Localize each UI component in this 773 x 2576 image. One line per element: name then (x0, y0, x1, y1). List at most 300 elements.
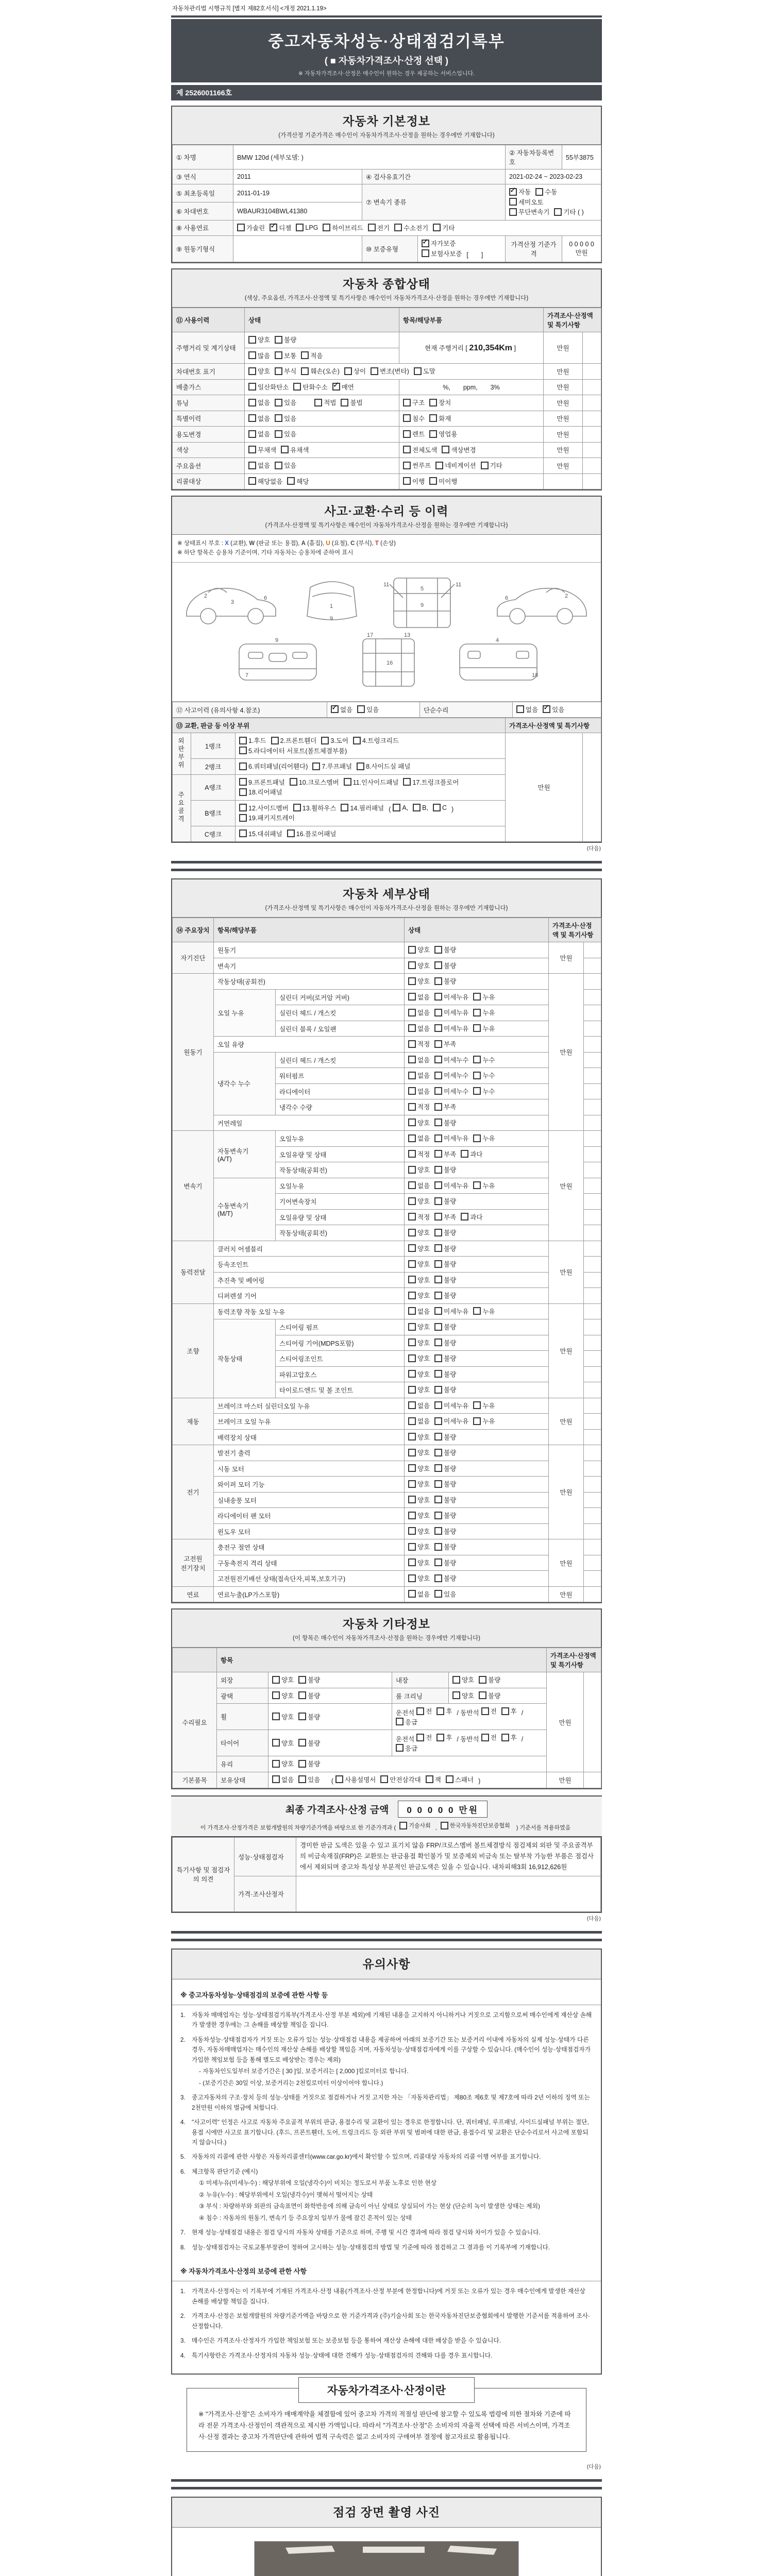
checkbox-불량[interactable]: 불량 (298, 1738, 320, 1748)
checkbox-LPG[interactable]: LPG (296, 224, 318, 231)
table-row (173, 442, 601, 458)
value-base-price: 0 0 0 0 0 만원 (562, 236, 601, 262)
item-label: 작동상태(공회전) (214, 974, 405, 990)
checkbox-미세누수[interactable]: 미세누수 (434, 1055, 468, 1064)
checkbox-양호[interactable]: 양호 (408, 945, 430, 954)
checkbox-양호[interactable]: 양호 (272, 1738, 294, 1748)
checkbox-미세누수[interactable]: 미세누수 (434, 1087, 468, 1096)
checkbox-미세누유[interactable]: 미세누유 (434, 1181, 468, 1190)
checkbox-누유[interactable]: 누유 (473, 1307, 495, 1316)
checkbox-누유[interactable]: 누유 (473, 1416, 495, 1426)
checkbox-없음[interactable]: 없음 (408, 1181, 430, 1190)
table-cell (268, 1704, 392, 1730)
etc-subtitle: (이 항목은 매수인이 자동차가격조사·산정을 원하는 경우에만 기재합니다) (293, 1635, 480, 1642)
checkbox-기타 ( )[interactable]: 기타 ( ) (554, 207, 583, 216)
checkbox-양호[interactable]: 양호 (248, 335, 270, 344)
checkbox-불량[interactable]: 불량 (434, 976, 456, 986)
checkbox-누유[interactable]: 누유 (473, 1133, 495, 1143)
table-cell (399, 395, 544, 411)
label-engine-type: ⑨ 원동기형식 (173, 236, 233, 262)
price-cell: 만원 (544, 427, 583, 443)
inline-text: ) 기준서를 적용하였음 (514, 1824, 571, 1831)
checkbox-보험사보증[interactable]: 보험사보증 (422, 249, 462, 258)
checkbox-전[interactable]: 전 (416, 1706, 432, 1716)
checkbox-누수[interactable]: 누수 (473, 1071, 495, 1080)
note-cell (584, 1083, 601, 1099)
device-label: 고전원 전기장치 (173, 1539, 214, 1587)
checkbox-불량[interactable]: 불량 (434, 1353, 456, 1363)
detail-row (173, 1445, 601, 1461)
checkbox-없음[interactable]: 없음 (516, 705, 538, 714)
checkbox-양호[interactable]: 양호 (408, 1432, 430, 1442)
col-exchange-price: 가격조사·산정액 및 특기사항 (506, 718, 601, 733)
checkbox-한국자동차진단보증협회[interactable]: 한국자동차진단보증협회 (441, 1821, 510, 1829)
checkbox-하이브리드[interactable]: 하이브리드 (323, 223, 363, 232)
checkbox-없음[interactable]: ✓ 없음 (331, 705, 352, 714)
checkbox-네비게이션[interactable]: 네비게이션 (435, 461, 476, 470)
checkbox-부식[interactable]: 부식 (275, 366, 296, 376)
checkbox-있음[interactable]: ✓ 있음 (543, 705, 564, 714)
table-cell: 주요옵션 (173, 458, 245, 474)
state-checkboxes (405, 958, 549, 974)
checkbox-양호[interactable]: 양호 (408, 1495, 430, 1504)
checkbox-탄화수소[interactable]: 탄화수소 (293, 382, 327, 392)
item-label: 추진축 및 베어링 (214, 1272, 405, 1288)
checkbox-없음[interactable]: 없음 (248, 398, 270, 407)
state-checkboxes (405, 1115, 549, 1131)
checkbox-누유[interactable]: 누유 (473, 1401, 495, 1410)
checkbox-불량[interactable]: 불량 (434, 1495, 456, 1504)
checkbox-구조[interactable]: 구조 (403, 398, 425, 407)
checkbox-미세누유[interactable]: 미세누유 (434, 1008, 468, 1017)
checkbox-10.크로스멤버[interactable]: 10.크로스멤버 (290, 777, 339, 787)
checkbox-적정[interactable]: 적정 (408, 1149, 430, 1159)
checkbox-2.프론트휀더[interactable]: 2.프론트휀더 (271, 736, 317, 745)
checkbox-전[interactable]: 전 (481, 1733, 497, 1742)
checkbox-미세누수[interactable]: 미세누수 (434, 1071, 468, 1080)
checkbox-많음[interactable]: 많음 (248, 351, 270, 360)
checkbox-수동[interactable]: 수동 (535, 187, 557, 196)
checkbox-과다[interactable]: 과다 (461, 1149, 482, 1159)
checkbox-불량[interactable]: 불량 (434, 1385, 456, 1394)
checkbox-적법[interactable]: 적법 (314, 398, 336, 407)
checkbox-부족[interactable]: 부족 (434, 1149, 456, 1159)
price-cell: 만원 (547, 1672, 584, 1772)
checkbox-양호[interactable]: 양호 (408, 1291, 430, 1300)
checkbox-수소전기[interactable]: 수소전기 (394, 223, 428, 232)
checkbox-전[interactable]: 전 (481, 1706, 497, 1716)
detail-row (173, 1115, 601, 1131)
value-first-reg: 2011-01-19 (233, 184, 362, 202)
checkbox-사용설명서[interactable]: 사용설명서 (335, 1775, 376, 1784)
checkbox-미세누유[interactable]: 미세누유 (434, 1024, 468, 1033)
state-checkboxes (405, 1445, 549, 1461)
note-cell (584, 1461, 601, 1477)
checkbox-불량[interactable]: 불량 (298, 1712, 320, 1721)
checkbox-미세누유[interactable]: 미세누유 (434, 992, 468, 1002)
checkbox-변조(변타)[interactable]: 변조(변타) (371, 366, 409, 376)
checkbox-해당없음[interactable]: 해당없음 (248, 477, 282, 486)
device-label: 동력전달 (173, 1241, 214, 1303)
checkbox-디젤[interactable]: ✓ 디젤 (270, 223, 291, 232)
table-cell (245, 364, 544, 380)
checkbox-양호[interactable]: 양호 (272, 1712, 294, 1721)
checkbox-누유[interactable]: 누유 (473, 1024, 495, 1033)
checkbox-양호[interactable]: 양호 (452, 1675, 474, 1684)
checkbox-기술사회[interactable]: 기술사회 (399, 1821, 431, 1829)
col-etc-price: 가격조사·산정액 및 특기사항 (547, 1648, 601, 1672)
checkbox-침수[interactable]: 침수 (403, 414, 425, 423)
item-label: 작동상태(공회전) (276, 1225, 405, 1241)
svg-text:1: 1 (330, 603, 333, 609)
checkbox-누수[interactable]: 누수 (473, 1055, 495, 1064)
checkbox-기타[interactable]: 기타 (481, 461, 502, 470)
checkbox-전체도색[interactable]: 전체도색 (403, 445, 437, 454)
item-label: 등속조인트 (214, 1257, 405, 1273)
col-detail-state: 상태 (405, 918, 549, 942)
checkbox-부족[interactable]: 부족 (434, 1212, 456, 1222)
checkbox-가솔린[interactable]: 가솔린 (237, 223, 265, 232)
notice-item: 5. 자동차의 리콜에 관한 사항은 자동차리콜센터(www.car.go.kr)에서 확인할 수 있으며, 리콜대상 자동차의 리콜 이행 여부를 표기합니다. (180, 2153, 541, 2161)
checkbox-불량[interactable]: 불량 (434, 1118, 456, 1127)
checkbox-양호[interactable]: 양호 (408, 1196, 430, 1206)
checkbox-없음[interactable]: 없음 (408, 992, 430, 1002)
checkbox-양호[interactable]: 양호 (408, 1511, 430, 1520)
checkbox-스패너[interactable]: 스패너 (446, 1775, 474, 1784)
checkbox-없음[interactable]: 없음 (408, 1307, 430, 1316)
checkbox-없음[interactable]: 없음 (408, 1087, 430, 1096)
table-cell: 2랭크 (191, 759, 236, 775)
checkbox-1.후드[interactable]: 1.후드 (239, 736, 266, 745)
table-cell (236, 826, 506, 842)
price-appraisal-info-title: 자동차가격조사·산정이란 (298, 2377, 475, 2403)
notice-subitem: ① 미세누유(미세누수) : 해당부위에 오일(냉각수)이 비치는 정도로서 부품 노후로 인한 현상 (199, 2179, 437, 2187)
checkbox-부족[interactable]: 부족 (434, 1102, 456, 1111)
checkbox-유채색[interactable]: 유채색 (281, 445, 309, 454)
checkbox-미세누유[interactable]: 미세누유 (434, 1307, 468, 1316)
state-checkboxes (405, 1037, 549, 1053)
table-cell (449, 1672, 547, 1688)
section-divider (171, 1931, 602, 1941)
checkbox-6.쿼터패널(리어휀다)[interactable]: 6.쿼터패널(리어휀다) (239, 761, 308, 771)
checkbox-불량[interactable]: 불량 (298, 1691, 320, 1700)
checkbox-불량[interactable]: 불량 (479, 1691, 500, 1700)
checkbox-응급[interactable]: 응급 (396, 1717, 417, 1726)
note-cell (584, 1445, 601, 1461)
item-label: 라디에이터 (276, 1083, 405, 1099)
checkbox-썬루프[interactable]: 썬루프 (403, 461, 431, 470)
checkbox-후[interactable]: 후 (501, 1706, 517, 1716)
checkbox-양호[interactable]: 양호 (408, 1542, 430, 1551)
checkbox-불량[interactable]: 불량 (275, 335, 296, 344)
note-cell (584, 1555, 601, 1571)
checkbox-불량[interactable]: 불량 (434, 1527, 456, 1536)
note-cell (584, 942, 601, 958)
note-cell (584, 1571, 601, 1587)
checkbox-불량[interactable]: 불량 (434, 1228, 456, 1237)
col-item-part: 항목/해당부품 (399, 308, 544, 332)
checkbox-양호[interactable]: 양호 (408, 1338, 430, 1347)
label-warranty: ⑩ 보증유형 (362, 236, 418, 262)
regulation-line: 자동차관리법 시행규칙 [별지 제82호서식] <개정 2021.1.19> (171, 2, 602, 18)
checkbox-양호[interactable]: 양호 (408, 1118, 430, 1127)
checkbox-불량[interactable]: 불량 (434, 1479, 456, 1488)
table-cell: 용도변경 (173, 427, 245, 443)
detail-row (173, 1288, 601, 1304)
checkbox-불량[interactable]: 불량 (434, 1291, 456, 1300)
checkbox-B,[interactable]: B, (413, 804, 428, 811)
state-checkboxes (405, 1335, 549, 1351)
checkbox-양호[interactable]: 양호 (248, 366, 270, 376)
checkbox-후[interactable]: 후 (436, 1733, 452, 1742)
checkbox-불량[interactable]: 불량 (434, 1275, 456, 1284)
checkbox-양호[interactable]: 양호 (272, 1691, 294, 1700)
checkbox-불량[interactable]: 불량 (434, 1259, 456, 1268)
checkbox-훼손(오손)[interactable]: 훼손(오손) (301, 366, 340, 376)
inspection-photo-front (254, 2541, 519, 2576)
checkbox-미세누유[interactable]: 미세누유 (434, 1416, 468, 1426)
checkbox-이행[interactable]: 이행 (403, 477, 425, 486)
checkbox-양호[interactable]: 양호 (408, 1479, 430, 1488)
table-cell (236, 774, 506, 800)
col-etc-item: 항목 (217, 1648, 547, 1672)
checkbox-없음[interactable]: 없음 (408, 1008, 430, 1017)
checkbox-불량[interactable]: 불량 (434, 1542, 456, 1551)
checkbox-불량[interactable]: 불량 (434, 1573, 456, 1583)
checkbox-과다[interactable]: 과다 (461, 1212, 482, 1222)
checkbox-응급[interactable]: 응급 (396, 1743, 417, 1753)
checkbox-미세누유[interactable]: 미세누유 (434, 1401, 468, 1410)
checkbox-17.트렁크플로어[interactable]: 17.트렁크플로어 (403, 777, 459, 787)
note-cell (584, 1068, 601, 1084)
checkbox-누유[interactable]: 누유 (473, 992, 495, 1002)
checkbox-양호[interactable]: 양호 (408, 1448, 430, 1457)
checkbox-없음[interactable]: 없음 (408, 1589, 430, 1599)
table-cell (583, 427, 601, 443)
checkbox-누유[interactable]: 누유 (473, 1181, 495, 1190)
checkbox-양호[interactable]: 양호 (408, 1244, 430, 1253)
checkbox-도말[interactable]: 도말 (414, 366, 435, 376)
label-inspection-period: ④ 검사유효기간 (362, 170, 506, 184)
checkbox-영업용[interactable]: 영업용 (429, 429, 457, 438)
checkbox-적음[interactable]: 적음 (301, 351, 323, 360)
continued-marker: (다음) (586, 845, 601, 852)
checkbox-적정[interactable]: 적정 (408, 1102, 430, 1111)
checkbox-불량[interactable]: 불량 (434, 1448, 456, 1457)
checkbox-무채색[interactable]: 무채색 (248, 445, 276, 454)
checkbox-C[interactable]: C (433, 804, 447, 811)
checkbox-보통[interactable]: 보통 (275, 351, 296, 360)
checkbox-양호[interactable]: 양호 (408, 1385, 430, 1394)
note-cell (584, 958, 601, 974)
checkbox-불량[interactable]: 불량 (479, 1675, 500, 1684)
accident-history-table (172, 702, 601, 718)
checkbox-있음[interactable]: 있음 (275, 414, 296, 423)
checkbox-없음[interactable]: 없음 (408, 1401, 430, 1410)
note-cell (584, 1037, 601, 1053)
table-cell (449, 1688, 547, 1704)
fuel-checkboxes (233, 220, 601, 236)
price-cell: 만원 (549, 974, 584, 1131)
checkbox-5.라디에이터 서포트(볼트체결부품)[interactable]: 5.라디에이터 서포트(볼트체결부품) (239, 746, 347, 755)
checkbox-양호[interactable]: 양호 (408, 1369, 430, 1379)
checkbox-4.트렁크리드[interactable]: 4.트렁크리드 (353, 736, 399, 745)
item-label: 실내송풍 모터 (214, 1492, 405, 1508)
checkbox-있음[interactable]: 있음 (357, 705, 379, 714)
checkbox-양호[interactable]: 양호 (408, 1573, 430, 1583)
checkbox-15.대쉬패널[interactable]: 15.대쉬패널 (239, 829, 282, 838)
checkbox-14.필러패널[interactable]: 14.필러패널 (341, 803, 384, 812)
checkbox-장치[interactable]: 장치 (429, 398, 451, 407)
device-label: 원동기 (173, 974, 214, 1131)
checkbox-없음[interactable]: 없음 (408, 1133, 430, 1143)
checkbox-불량[interactable]: 불량 (434, 1338, 456, 1347)
checkbox-세미오토[interactable]: 세미오토 (509, 197, 543, 207)
checkbox-있음[interactable]: 있음 (275, 461, 296, 470)
checkbox-일산화탄소[interactable]: 일산화탄소 (248, 382, 289, 392)
checkbox-불량[interactable]: 불량 (434, 1369, 456, 1379)
item-label: 라디에이터 팬 모터 (214, 1508, 405, 1524)
checkbox-16.플로어패널[interactable]: 16.플로어패널 (287, 829, 337, 838)
checkbox-부족[interactable]: 부족 (434, 1039, 456, 1048)
checkbox-양호[interactable]: 양호 (408, 1527, 430, 1536)
checkbox-불량[interactable]: 불량 (434, 1511, 456, 1520)
note-cell (584, 1351, 601, 1367)
checkbox-미세누유[interactable]: 미세누유 (434, 1133, 468, 1143)
checkbox-매연[interactable]: ✓ 매연 (332, 382, 354, 392)
checkbox-9.프론트패널[interactable]: 9.프론트패널 (239, 777, 285, 787)
checkbox-없음[interactable]: 없음 (408, 1416, 430, 1426)
checkbox-18.리어패널[interactable]: 18.리어패널 (239, 787, 282, 796)
checkbox-양호[interactable]: 양호 (408, 1558, 430, 1567)
checkbox-불량[interactable]: 불량 (434, 1464, 456, 1473)
note-cell (584, 1508, 601, 1524)
final-price-note (176, 1821, 597, 1832)
price-cell: 만원 (544, 411, 583, 427)
checkbox-없음[interactable]: 없음 (248, 429, 270, 438)
checkbox-양호[interactable]: 양호 (408, 1165, 430, 1174)
checkbox-19.패키지트레이[interactable]: 19.패키지트레이 (239, 813, 295, 822)
item-label: 브레이크 마스터 실린더오일 누유 (214, 1398, 405, 1414)
checkbox-적정[interactable]: 적정 (408, 1212, 430, 1222)
checkbox-있음[interactable]: 있음 (275, 398, 296, 407)
checkbox-자동[interactable]: ✓ 자동 (509, 187, 531, 196)
checkbox-양호[interactable]: 양호 (408, 1275, 430, 1284)
checkbox-기타[interactable]: 기타 (433, 223, 455, 232)
checkbox-없음[interactable]: 없음 (248, 461, 270, 470)
checkbox-후[interactable]: 후 (501, 1733, 517, 1742)
notice-subitem: - 자동차인도일부터 보증기간은 [ 30 ]일, 보증거리는 [ 2,000 ]킬로미터로 합니다. (199, 2067, 409, 2075)
state-checkboxes (405, 1194, 549, 1210)
checkbox-양호[interactable]: 양호 (272, 1675, 294, 1684)
checkbox-없음[interactable]: 없음 (408, 1055, 430, 1064)
checkbox-전[interactable]: 전 (416, 1733, 432, 1742)
checkbox-A,[interactable]: A, (393, 804, 408, 811)
checkbox-없음[interactable]: 없음 (408, 1024, 430, 1033)
checkbox-불량[interactable]: 불량 (434, 1432, 456, 1442)
checkbox-해당[interactable]: 해당 (287, 477, 309, 486)
checkbox-있음[interactable]: 있음 (298, 1775, 320, 1784)
checkbox-없음[interactable]: 없음 (272, 1775, 294, 1784)
checkbox-누수[interactable]: 누수 (473, 1087, 495, 1096)
checkbox-양호[interactable]: 양호 (408, 1322, 430, 1331)
price-cell: 만원 (544, 379, 583, 395)
checkbox-3.도어[interactable]: 3.도어 (321, 736, 348, 745)
detail-row (173, 1257, 601, 1273)
checkbox-양호[interactable]: 양호 (408, 1259, 430, 1268)
checkbox-누유[interactable]: 누유 (473, 1008, 495, 1017)
checkbox-양호[interactable]: 양호 (408, 1353, 430, 1363)
checkbox-있음[interactable]: 있음 (275, 429, 296, 438)
detail-subtitle: (가격조사·산정액 및 특기사항은 매수인이 자동차가격조사·산정을 원하는 경우에만 기재합니다) (265, 905, 508, 912)
checkbox-없음[interactable]: 없음 (408, 1071, 430, 1080)
checkbox-11.인사이드패널[interactable]: 11.인사이드패널 (344, 777, 399, 787)
note-cell (584, 1257, 601, 1273)
state-checkboxes (405, 1068, 549, 1084)
checkbox-양호[interactable]: 양호 (272, 1759, 294, 1768)
checkbox-양호[interactable]: 양호 (408, 961, 430, 970)
checkbox-불량[interactable]: 불량 (434, 1558, 456, 1567)
checkbox-안전삼각대[interactable]: 안전삼각대 (380, 1775, 421, 1784)
checkbox-렌트[interactable]: 렌트 (403, 429, 425, 438)
checkbox-불량[interactable]: 불량 (298, 1675, 320, 1684)
note-cell (584, 1225, 601, 1241)
checkbox-전기[interactable]: 전기 (368, 223, 390, 232)
item-label: 클러치 어셈블리 (214, 1241, 405, 1257)
checkbox-미이행[interactable]: 미이행 (429, 477, 457, 486)
table-cell: B랭크 (191, 800, 236, 826)
checkbox-적정[interactable]: 적정 (408, 1039, 430, 1048)
checkbox-무단변속기[interactable]: 무단변속기 (509, 207, 549, 216)
checkbox-12.사이드멤버[interactable]: 12.사이드멤버 (239, 803, 289, 812)
simple-repair-checkboxes (513, 702, 601, 718)
checkbox-불량[interactable]: 불량 (298, 1759, 320, 1768)
checkbox-자가보증[interactable]: ✓ 자가보증 (422, 239, 456, 248)
checkbox-불량[interactable]: 불량 (434, 1165, 456, 1174)
checkbox-잭[interactable]: 잭 (426, 1775, 441, 1784)
checkbox-양호[interactable]: 양호 (452, 1691, 474, 1700)
checkbox-7.루프패널[interactable]: 7.루프패널 (312, 761, 352, 771)
notice-subitem: ② 누유(누수) : 해당부위에서 오일(냉각수)이 맺혀서 떨어지는 상태 (199, 2191, 373, 2198)
checkbox-양호[interactable]: 양호 (408, 976, 430, 986)
state-checkboxes (405, 1477, 549, 1493)
checkbox-없음[interactable]: 없음 (248, 414, 270, 423)
checkbox-있음[interactable]: 있음 (434, 1589, 456, 1599)
checkbox-13.휠하우스[interactable]: 13.휠하우스 (293, 803, 337, 812)
checkbox-불량[interactable]: 불량 (434, 961, 456, 970)
checkbox-색상변경[interactable]: 색상변경 (442, 445, 476, 454)
state-checkboxes (405, 1131, 549, 1147)
checkbox-상이[interactable]: 상이 (344, 366, 366, 376)
price-cell: 만원 (549, 1445, 584, 1539)
checkbox-불량[interactable]: 불량 (434, 1322, 456, 1331)
section-divider (171, 861, 602, 871)
checkbox-불량[interactable]: 불량 (434, 1244, 456, 1253)
appraiser-opinion (296, 1876, 601, 1911)
svg-text:17: 17 (367, 632, 374, 638)
checkbox-화재[interactable]: 화재 (429, 414, 451, 423)
checkbox-불법[interactable]: 불법 (341, 398, 362, 407)
table-cell: 리콜대상 (173, 473, 245, 489)
checkbox-양호[interactable]: 양호 (408, 1464, 430, 1473)
checkbox-불량[interactable]: 불량 (434, 945, 456, 954)
checkbox-8.사이드실 패널[interactable]: 8.사이드실 패널 (357, 761, 410, 771)
serial-number: 제 2526001166호 (171, 84, 602, 100)
detail-row (173, 1052, 601, 1068)
checkbox-양호[interactable]: 양호 (408, 1228, 430, 1237)
checkbox-후[interactable]: 후 (436, 1706, 452, 1716)
checkbox-불량[interactable]: 불량 (434, 1196, 456, 1206)
